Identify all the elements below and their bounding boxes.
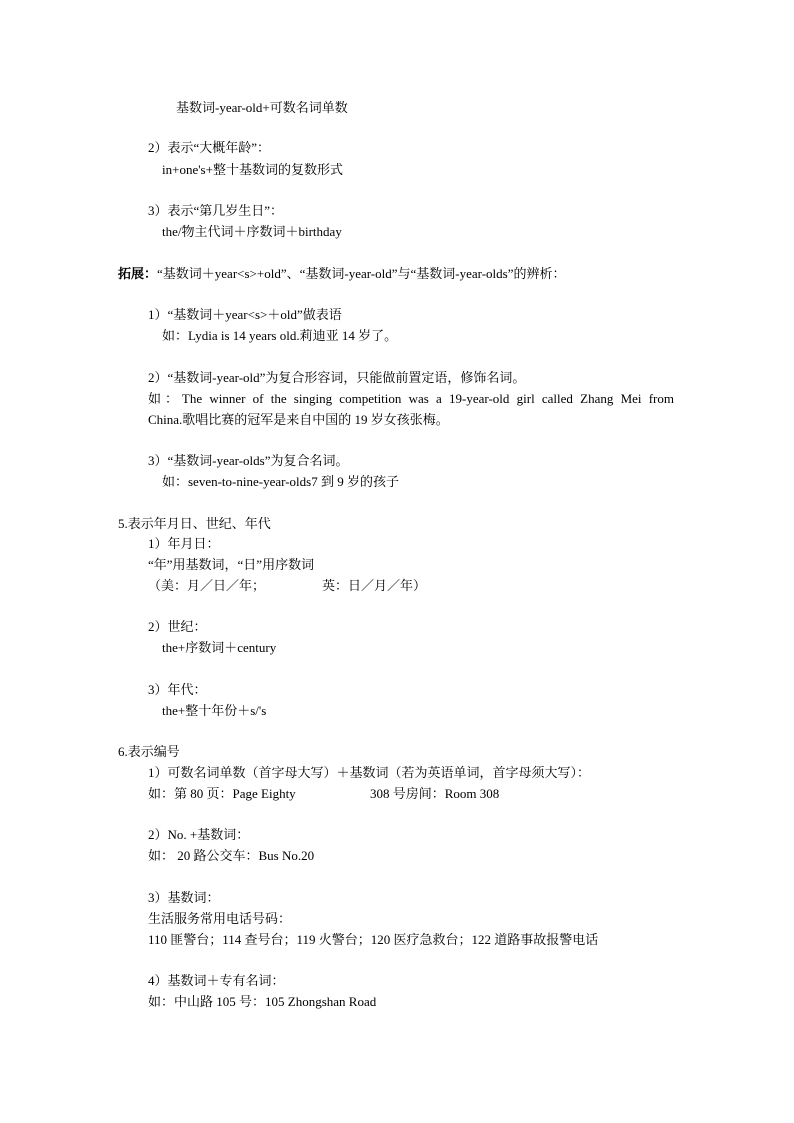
- text-line: 英：日／月／年）: [322, 578, 427, 593]
- text-line: 生活服务常用电话号码：: [148, 911, 292, 926]
- sub-heading: 3）年代：: [148, 682, 207, 697]
- example-line: 如：Lydia is 14 years old.莉迪亚 14 岁了。: [162, 328, 398, 343]
- text-line: the/物主代词＋序数词＋birthday: [162, 224, 342, 239]
- text-line: in+one's+整十基数词的复数形式: [162, 162, 343, 177]
- sub-heading: 1）“基数词＋year<s>＋old”做表语: [148, 307, 342, 322]
- sub-heading: 2）世纪：: [148, 619, 207, 634]
- text-line: 110 匪警台；114 查号台；119 火警台；120 医疗急救台；122 道路事故报警电话: [148, 932, 599, 947]
- sub-heading: 1）可数名词单数（首字母大写）＋基数词（若为英语单词，首字母须大写）：: [148, 765, 591, 780]
- example-line: China.歌唱比赛的冠军是来自中国的 19 岁女孩张梅。: [148, 412, 449, 427]
- text-line: the+整十年份＋s/'s: [162, 703, 267, 718]
- sub-heading: 1）年月日：: [148, 536, 220, 551]
- extension-label: 拓展：: [118, 266, 158, 281]
- sub-heading: 4）基数词＋专有名词：: [148, 973, 285, 988]
- example-line: 如： 20 路公交车：Bus No.20: [148, 848, 315, 863]
- example-line: 如：The winner of the singing competition was a 19-year-old girl called Zhang Mei from: [148, 391, 674, 406]
- sub-heading: 2）No. +基数词：: [148, 827, 250, 842]
- example-line: 308 号房间：Room 308: [370, 786, 500, 801]
- section-heading: 6.表示编号: [118, 744, 180, 759]
- example-line: 如：中山路 105 号：105 Zhongshan Road: [148, 994, 377, 1009]
- sub-heading: 2）表示“大概年龄”：: [148, 140, 271, 155]
- extension-text: “基数词＋year<s>+old”、“基数词-year-old”与“基数词-year-olds”的辨析：: [157, 266, 566, 281]
- extension-heading: [118, 266, 566, 282]
- text-line: “年”用基数词，“日”用序数词: [148, 557, 315, 572]
- sub-heading: 3）基数词：: [148, 890, 220, 905]
- example-line: 如：seven-to-nine-year-olds7 到 9 岁的孩子: [162, 474, 399, 489]
- sub-heading: 3）“基数词-year-olds”为复合名词。: [148, 453, 349, 468]
- text-line: the+序数词＋century: [162, 640, 277, 655]
- text-line: （美：月／日／年；: [148, 578, 266, 593]
- text-line: 基数词-year-old+可数名词单数: [176, 100, 348, 115]
- section-heading: 5.表示年月日、世纪、年代: [118, 516, 271, 531]
- sub-heading: 2）“基数词-year-old”为复合形容词，只能做前置定语，修饰名词。: [148, 370, 526, 385]
- example-line: 如：第 80 页：Page Eighty: [148, 786, 296, 801]
- sub-heading: 3）表示“第几岁生日”：: [148, 203, 284, 218]
